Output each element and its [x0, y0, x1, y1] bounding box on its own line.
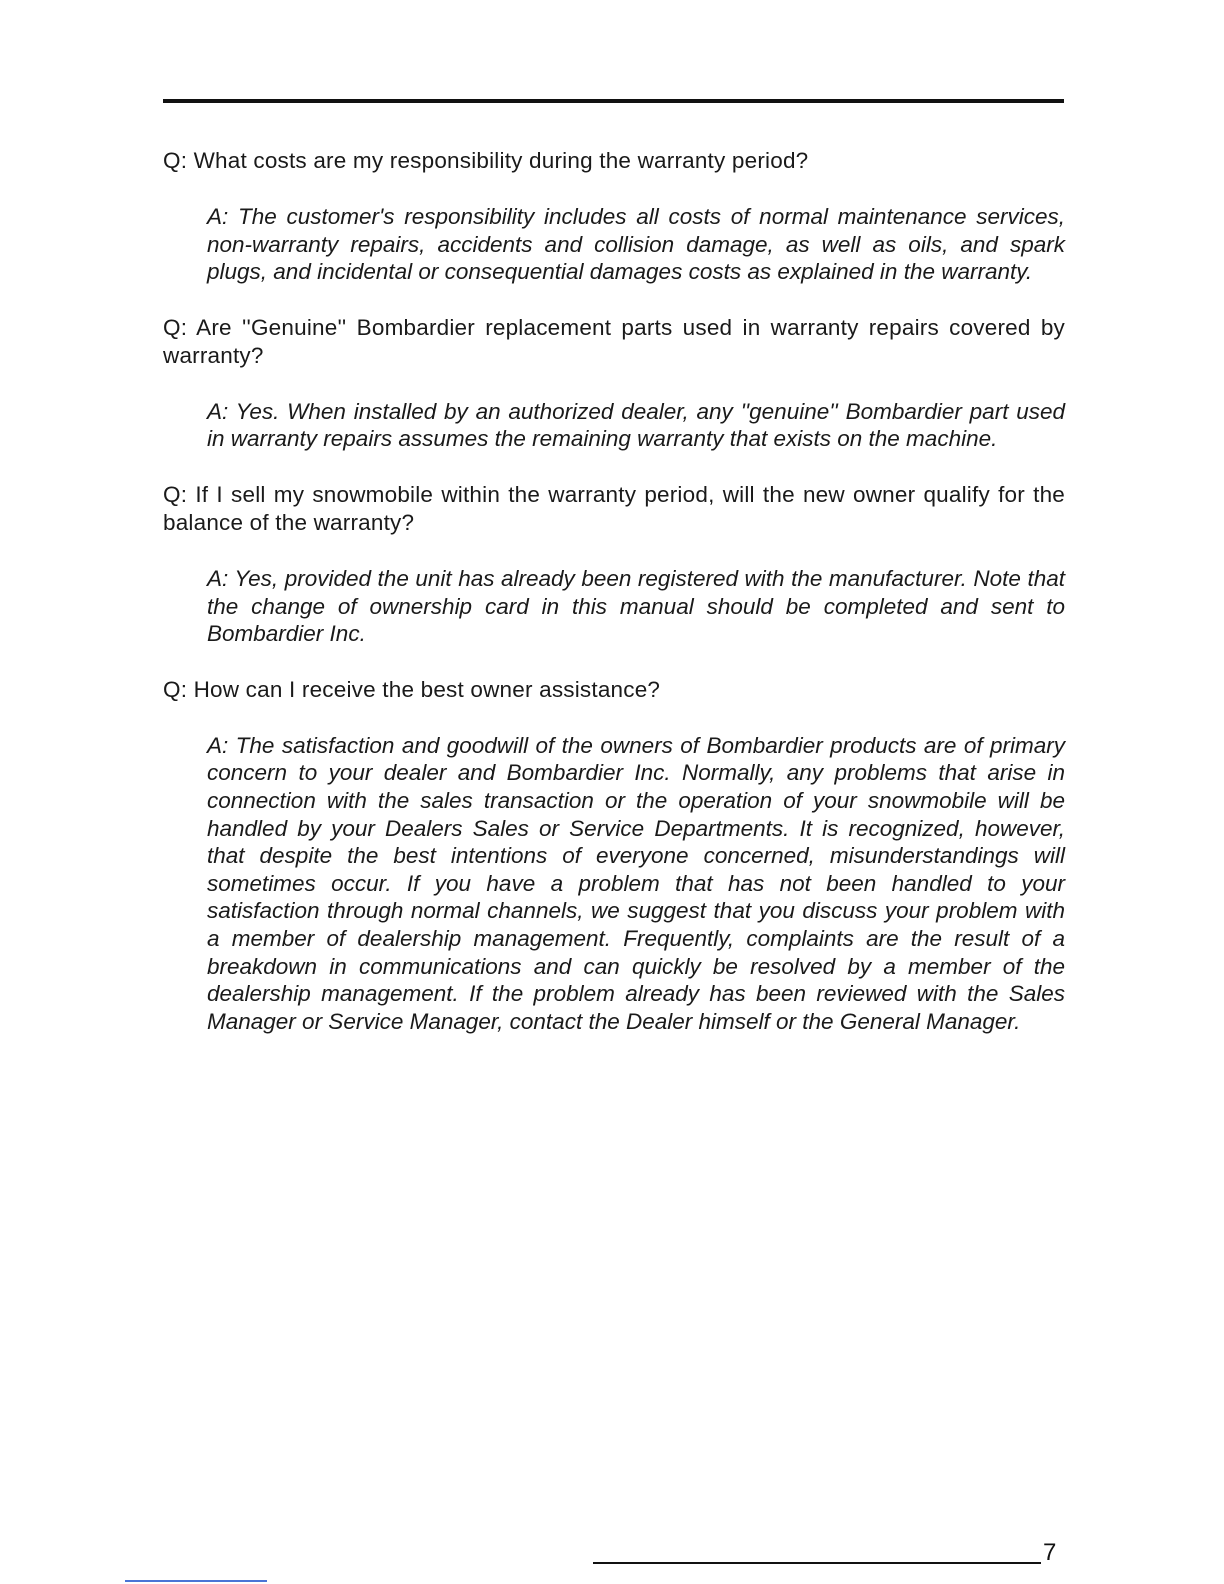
page-number: 7 [1043, 1539, 1057, 1566]
faq-answer: A: Yes, provided the unit has already been registered with the manufacturer. Note that the change of ownership card in this manual should be completed and sent to Bombardier Inc. [207, 565, 1065, 647]
scan-edge-mark [125, 1580, 267, 1582]
faq-question: Q: How can I receive the best owner assistance? [163, 676, 661, 702]
faq-section [163, 147, 1065, 1063]
faq-answer: A: The customer's responsibility includes all costs of normal maintenance services, non-warranty repairs, accidents and collision damage, as well as oils, and spark plugs, and incidental or consequential damages costs as explained in the warranty. [207, 204, 1065, 285]
top-rule [163, 99, 1064, 103]
faq-question: Q: Are ''Genuine'' Bombardier replacement parts used in warranty repairs covered by warranty? [163, 314, 1065, 368]
faq-item-genuine-parts [163, 314, 1065, 453]
bottom-rule [593, 1562, 1041, 1564]
faq-item-warranty-costs [163, 147, 1065, 286]
faq-answer: A: Yes. When installed by an authorized dealer, any ''genuine'' Bombardier part used in warranty repairs assumes the remaining warranty that exists on the machine. [207, 398, 1065, 452]
faq-question: Q: What costs are my responsibility during the warranty period? [163, 148, 809, 173]
faq-question: Q: If I sell my snowmobile within the warranty period, will the new owner qualify for the balance of the warranty? [163, 481, 1065, 535]
faq-item-new-owner [163, 481, 1065, 648]
faq-item-owner-assistance [163, 676, 1065, 1036]
faq-answer: A: The satisfaction and goodwill of the owners of Bombardier products are of primary concern to your dealer and Bombardier Inc. Normally, any problems that arise in connection with the sales transaction or the operation of your snowmobile will be handled by your Dealers Sales or Service Departments. It is recognized, however, that despite the best intentions of everyone concerned, misunderstandings will sometimes occur. If you have a problem that has not been handled to your satisfaction through normal channels, we suggest that you discuss your problem with a member of dealership management. Frequently, complaints are the result of a breakdown in communications and can quickly be resolved by a member of the dealership management. If the problem already has been reviewed with the Sales Manager or Service Manager, contact the Dealer himself or the General Manager. [207, 732, 1065, 1034]
